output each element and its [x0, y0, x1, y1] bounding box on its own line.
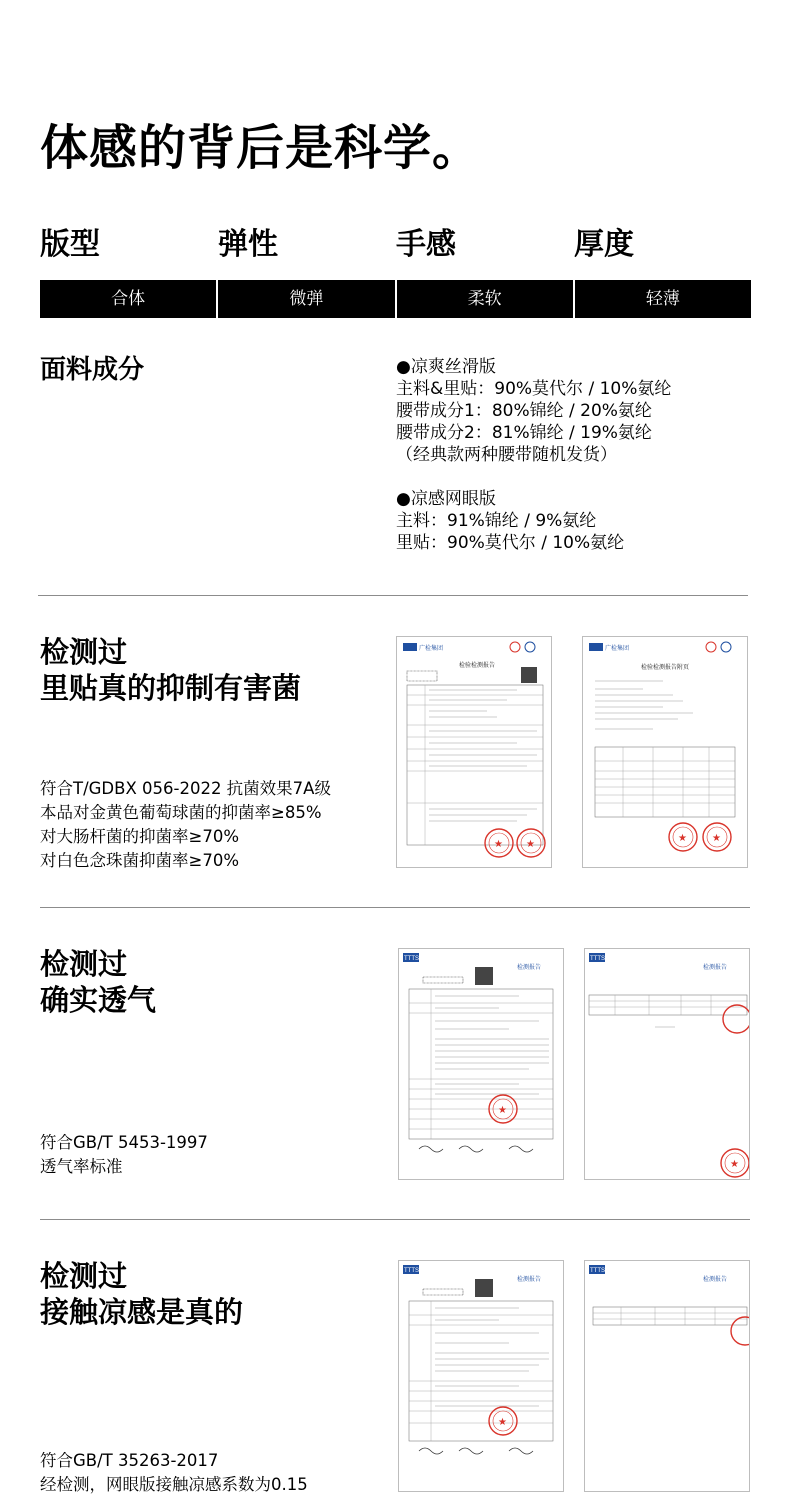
attribute-value-fit: 合体: [40, 280, 216, 318]
section-title-line: 确实透气: [40, 983, 157, 1017]
breathability-report-image: [398, 948, 564, 1180]
svg-text:★: ★: [730, 1159, 739, 1170]
report-title: 检测报告: [703, 1277, 728, 1283]
section-title-line: 检测过: [40, 635, 128, 669]
report-title: 检测报告: [517, 1277, 542, 1283]
section-desc-line: 经检测，网眼版接触凉感系数为0.15: [40, 1475, 308, 1494]
svg-text:★: ★: [498, 1105, 507, 1116]
cooling-report-image: [398, 1260, 564, 1492]
attribute-values-bar: [40, 280, 751, 318]
report-title: 检测报告: [703, 965, 728, 971]
attribute-label-fit: 版型: [40, 227, 100, 262]
report-header: TTTS: [590, 1268, 605, 1274]
report-header: TTTS: [404, 956, 419, 962]
section-desc-line: 符合GB/T 35263-2017: [40, 1451, 219, 1470]
section-title-line: 检测过: [40, 947, 128, 981]
section-desc-line: 透气率标准: [40, 1157, 123, 1176]
report-title: 检验检测报告: [459, 663, 496, 669]
fabric-version-heading: ●凉爽丝滑版: [396, 357, 496, 377]
section-desc-line: 符合GB/T 5453-1997: [40, 1133, 208, 1152]
section-desc-line: 对大肠杆菌的抑菌率≥70%: [40, 827, 239, 846]
attribute-labels: [40, 225, 751, 265]
section-divider: [40, 907, 750, 908]
section-desc-antibacterial: [40, 777, 331, 873]
attribute-label-thickness: 厚度: [574, 227, 634, 262]
fabric-line: 腰带成分2：81%锦纶 / 19%氨纶: [396, 423, 652, 443]
report-title: 检测报告: [517, 965, 542, 971]
section-divider: [38, 595, 748, 596]
attribute-value-thickness: 轻薄: [575, 280, 751, 318]
fabric-version-heading: ●凉感网眼版: [396, 489, 496, 509]
report-header: TTTS: [590, 956, 605, 962]
report-header: 广检集团: [419, 646, 444, 652]
section-title-line: 检测过: [40, 1259, 128, 1293]
attribute-value-elasticity: 微弹: [218, 280, 394, 318]
section-desc-line: 对白色念珠菌抑菌率≥70%: [40, 851, 239, 870]
report-header: 广检集团: [605, 646, 630, 652]
cooling-report-page2-image: [584, 1260, 750, 1492]
report-header: TTTS: [404, 1268, 419, 1274]
svg-text:★: ★: [678, 833, 687, 844]
section-divider: [40, 1219, 750, 1220]
breathability-report-page2-image: [584, 948, 750, 1180]
section-title-antibacterial: [40, 634, 301, 706]
svg-text:★: ★: [498, 1417, 507, 1428]
fabric-line: 主料&里贴：90%莫代尔 / 10%氨纶: [396, 379, 672, 399]
fabric-composition: [396, 356, 756, 554]
svg-text:★: ★: [712, 833, 721, 844]
section-title-breathable: [40, 946, 156, 1018]
fabric-line: 里贴：90%莫代尔 / 10%氨纶: [396, 533, 625, 553]
section-title-line: 里贴真的抑制有害菌: [40, 671, 302, 705]
test-report-image: [396, 636, 552, 868]
section-desc-line: 符合T/GDBX 056-2022 抗菌效果7A级: [40, 779, 331, 798]
attribute-label-elasticity: 弹性: [218, 227, 278, 262]
section-desc-line: 本品对金黄色葡萄球菌的抑菌率≥85%: [40, 803, 322, 822]
report-title: 检验检测报告附页: [641, 665, 690, 671]
attribute-value-handfeel: 柔软: [397, 280, 573, 318]
svg-text:★: ★: [526, 839, 535, 850]
section-title-line: 接触凉感是真的: [40, 1295, 244, 1329]
section-desc-cooling: [40, 1449, 308, 1497]
fabric-line: 主料：91%锦纶 / 9%氨纶: [396, 511, 597, 531]
fabric-title: 面料成分: [40, 355, 145, 385]
test-report-appendix-image: [582, 636, 748, 868]
fabric-line: 腰带成分1：80%锦纶 / 20%氨纶: [396, 401, 652, 421]
fabric-line: （经典款两种腰带随机发货）: [396, 445, 617, 465]
attribute-label-handfeel: 手感: [396, 227, 456, 262]
page-title: 体感的背后是科学。: [40, 120, 482, 176]
section-desc-breathable: [40, 1131, 208, 1179]
section-title-cooling: [40, 1258, 243, 1330]
svg-text:★: ★: [494, 839, 503, 850]
